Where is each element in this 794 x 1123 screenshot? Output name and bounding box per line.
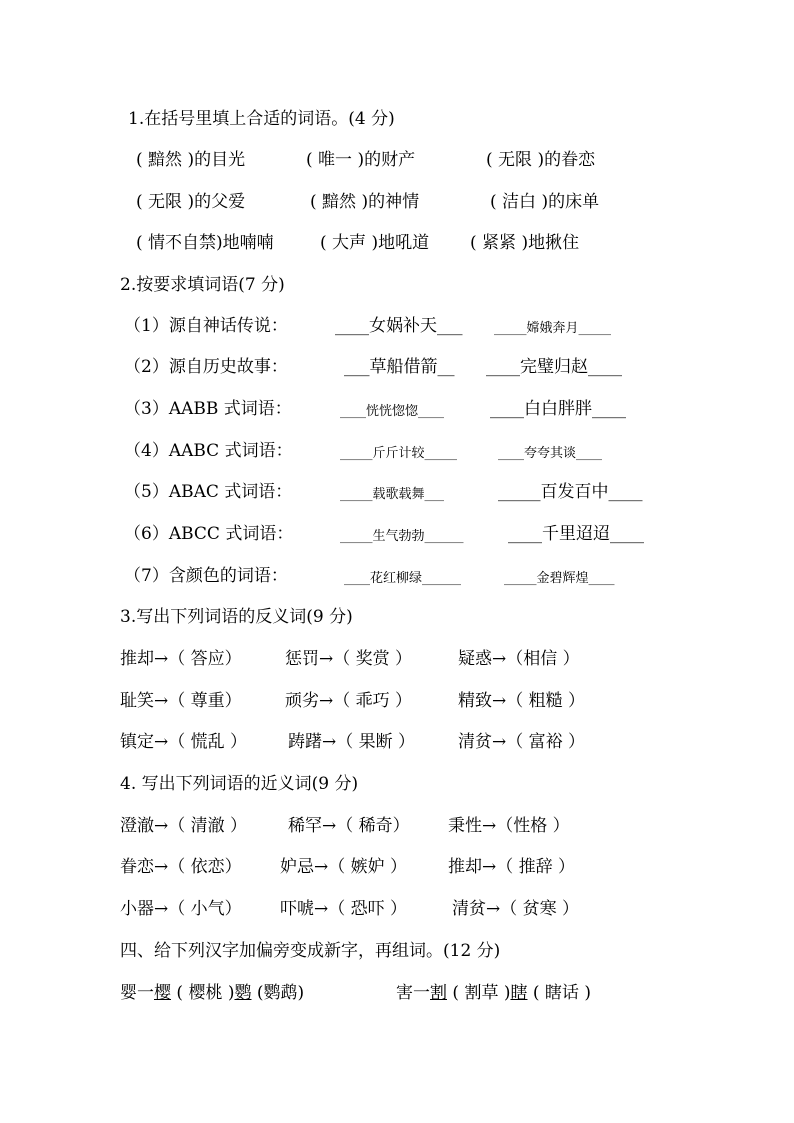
q2-row-4-answer-a: _____斤斤计较_____: [340, 446, 458, 461]
q5-a-word-2: (鹦鹉): [256, 983, 305, 1003]
q2-row-5-answer-a: _____载歌载舞___: [340, 487, 445, 502]
q5-group-a: [120, 982, 304, 1004]
q2-row-7-label: （7）含颜色的词语：: [124, 566, 288, 586]
q4-row-2-item-1: 眷恋→（ 依恋）: [120, 857, 242, 877]
q2-row-2-label: （2）源自历史故事：: [124, 357, 288, 377]
q5-a-new-char-2: 鹦: [234, 983, 252, 1003]
q2-row-3-label: （3）AABB 式词语：: [124, 399, 292, 419]
q2-row-6-label: （6）ABCC 式词语：: [124, 524, 294, 544]
q2-row-1-answer-b: _____嫦娥奔月_____: [494, 321, 612, 336]
q5-b-new-char-1: 割: [430, 983, 447, 1003]
q5-group-b: [396, 982, 591, 1004]
q3-row-2-item-2: 顽劣→（ 乖巧 ）: [285, 691, 413, 711]
q4-row-1-item-2: 稀罕→（ 稀奇）: [288, 816, 410, 836]
q3-row-1-item-2: 惩罚→（ 奖赏 ）: [285, 649, 413, 669]
q2-row-1-label: （1）源自神话传说：: [124, 316, 288, 336]
q1-row-2-item-1: ( 无限 )的父爱: [136, 192, 246, 212]
q5-title: 四、给下列汉字加偏旁变成新字，再组词。(12 分): [120, 941, 501, 961]
q3-row-2-item-3: 精致→（ 粗糙 ）: [458, 691, 586, 711]
q1-row-3-item-3: ( 紧紧 )地揪住: [470, 233, 580, 253]
q2-row-2-answer-b: ____完璧归赵____: [486, 357, 622, 377]
q5-a-char: 婴一: [120, 983, 154, 1003]
q2-row-5-label: （5）ABAC 式词语：: [124, 482, 293, 502]
q1-row-2-item-2: ( 黯然 )的神情: [310, 192, 420, 212]
q1-row-1-item-3: ( 无限 )的眷恋: [486, 150, 596, 170]
q4-row-3-item-3: 清贫→（ 贫寒 ）: [452, 899, 580, 919]
q3-title: 3.写出下列词语的反义词(9 分): [120, 607, 353, 627]
q5-b-word-1: ( 割草 ): [452, 983, 511, 1003]
q3-row-3-item-2: 踌躇→（ 果断 ）: [288, 732, 416, 752]
q2-row-3-answer-b: ____白白胖胖____: [490, 399, 626, 419]
q2-row-1-answer-a: ____女娲补天___: [335, 316, 463, 336]
q5-a-new-char-1: 樱: [154, 983, 171, 1003]
q3-row-1-item-1: 推却→（ 答应）: [120, 649, 242, 669]
q2-row-5-answer-b: _____百发百中____: [498, 482, 643, 502]
q2-row-4-answer-b: ____夸夸其谈____: [498, 446, 603, 461]
q4-row-2-item-2: 妒忌→（ 嫉妒 ）: [280, 857, 408, 877]
q4-title: 4. 写出下列词语的近义词(9 分): [120, 774, 359, 794]
q1-row-3-item-1: ( 情不自禁)地喃喃: [136, 233, 274, 253]
q2-title: 2.按要求填词语(7 分): [120, 275, 285, 295]
q1-row-2-item-3: ( 洁白 )的床单: [490, 192, 600, 212]
q2-row-7-answer-a: ____花红柳绿______: [344, 571, 462, 586]
q1-row-1-item-2: ( 唯一 )的财产: [306, 150, 416, 170]
q5-b-char: 害一: [396, 983, 430, 1003]
q1-row-1-item-1: ( 黯然 )的目光: [136, 150, 246, 170]
q3-row-1-item-3: 疑惑→（相信 ）: [458, 649, 580, 669]
q2-row-4-label: （4）AABC 式词语：: [124, 441, 293, 461]
q1-title: 1.在括号里填上合适的词语。(4 分): [128, 109, 395, 129]
q3-row-2-item-1: 耻笑→（ 尊重）: [120, 691, 242, 711]
q5-b-new-char-2: 瞎: [510, 983, 528, 1003]
q4-row-1-item-3: 秉性→（性格 ）: [448, 816, 570, 836]
q5-b-word-2: ( 瞎话 ): [532, 983, 591, 1003]
q2-row-2-answer-a: ___草船借箭__: [344, 357, 455, 377]
q1-row-3-item-2: ( 大声 )地吼道: [320, 233, 430, 253]
q4-row-3-item-2: 吓唬→（ 恐吓 ）: [280, 899, 408, 919]
q3-row-3-item-3: 清贫→（ 富裕 ）: [458, 732, 586, 752]
q3-row-3-item-1: 镇定→（ 慌乱 ）: [120, 732, 248, 752]
q2-row-6-answer-a: _____生气勃勃______: [340, 529, 464, 544]
q2-row-7-answer-b: _____金碧辉煌____: [504, 571, 615, 586]
q2-row-3-answer-a: ____恍恍惚惚____: [340, 404, 445, 419]
q2-row-6-answer-b: ____千里迢迢____: [508, 524, 644, 544]
q4-row-2-item-3: 推却→（ 推辞 ）: [448, 857, 576, 877]
q5-a-word-1: ( 樱桃 ): [176, 983, 235, 1003]
q4-row-1-item-1: 澄澈→（ 清澈 ）: [120, 816, 248, 836]
q4-row-3-item-1: 小器→（ 小气）: [120, 899, 242, 919]
